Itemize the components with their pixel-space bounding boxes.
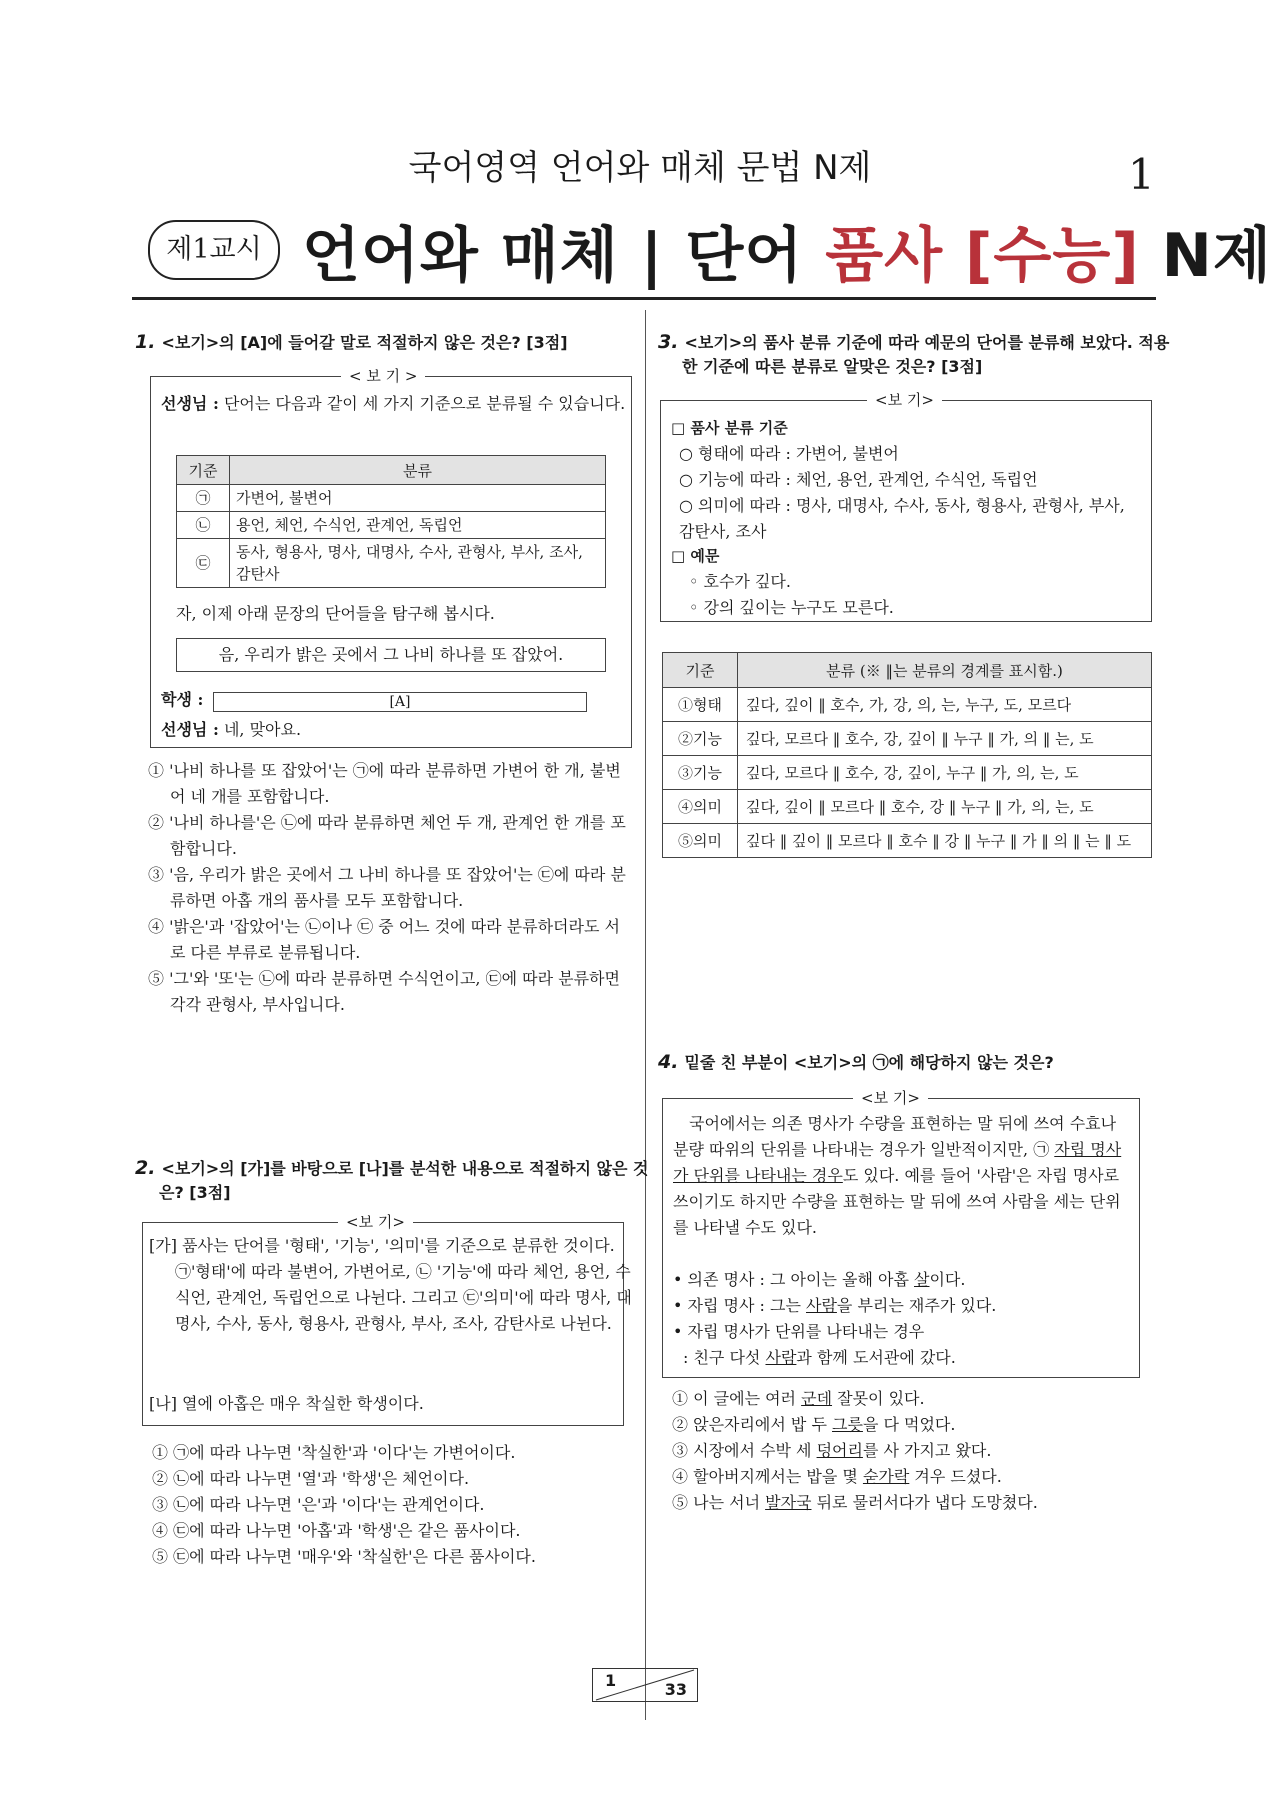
q4-option-5-num: ⑤	[672, 1493, 689, 1512]
page-number: 1	[1128, 150, 1155, 199]
q4-option-1-num: ①	[672, 1389, 689, 1408]
q1-answer-blank: [A]	[213, 692, 587, 712]
table-row[interactable]	[663, 790, 1152, 824]
q4-bullet-2-u: 사람	[806, 1296, 837, 1315]
q4-example-box	[662, 1089, 1140, 1378]
q3-example-1: ◦ 호수가 깊다.	[689, 572, 791, 591]
q4-option-3[interactable]	[672, 1438, 1152, 1464]
q1-teacher-text: 단어는 다음과 같이 세 가지 기준으로 분류될 수 있습니다.	[218, 394, 626, 413]
q2-na: [나] 열에 아홉은 매우 착실한 학생이다.	[149, 1394, 424, 1413]
q4-passage-underlined: 자립 명사가 단위를 나타내는 경우	[673, 1140, 1122, 1185]
q4-option-5-post: 뒤로 물러서다가 냅다 도망쳤다.	[811, 1493, 1038, 1512]
q1-options	[148, 758, 634, 1018]
q1-row3-key: ㉢	[177, 539, 230, 588]
q1-teacher-label: 선생님 :	[161, 394, 219, 413]
q1-example-box	[150, 367, 632, 748]
q4-option-5-u: 발자국	[765, 1493, 812, 1512]
q3-prompt-text: <보기>의 품사 분류 기준에 따라 예문의 단어를 분류해 보았다. 적용한 기준에 따른 분류로 알맞은 것은? [3점]	[682, 333, 1170, 376]
page-total: 33	[664, 1680, 687, 1699]
q1-option-5[interactable]	[148, 966, 634, 1018]
q1-option-4-text: '밝은'과 '잡았어'는 ㉡이나 ㉢ 중 어느 것에 따라 분류하더라도 서로 다른 부류로 분류됩니다.	[169, 917, 620, 962]
q4-option-4[interactable]	[672, 1464, 1152, 1490]
q1-option-3-text: '음, 우리가 밝은 곳에서 그 나비 하나를 또 잡았어'는 ㉢에 따라 분류하면 아홉 개의 품사를 모두 포함합니다.	[169, 865, 626, 910]
q2-option-2-num: ②	[152, 1469, 169, 1488]
q4-bullet-3-u: 사람	[765, 1348, 797, 1367]
q4-option-1[interactable]	[672, 1386, 1152, 1412]
q4-number: 4.	[658, 1051, 679, 1073]
q3-box-title: <보 기>	[867, 390, 942, 410]
q2-option-5-text: ㉢에 따라 나누면 '매우'와 '착실한'은 다른 품사이다.	[173, 1547, 536, 1566]
q3-criterion-1: ○ 형태에 따라 : 가변어, 불변어	[679, 444, 899, 463]
q3-option-3-key: ③기능	[663, 756, 738, 790]
q2-ga: [가] 품사는 단어를 '형태', '기능', '의미'를 기준으로 분류한 것이다. ㉠'형태'에 따라 불변어, 가변어로, ㉡ '기능'에 따라 체언, 용언, 수식언, 관계언, 독립언으로 나뉜다. 그리고 ㉢'의미'에 따라 명사, 대명사, 수사, 동사, 형용사, 관형사, 부사, 조사, 감탄사로 나뉜다.	[149, 1236, 632, 1333]
q4-options	[672, 1386, 1152, 1516]
q4-option-4-u: 숟가락	[862, 1467, 910, 1486]
title-part2: N제	[1139, 221, 1272, 291]
q3-examples	[689, 569, 894, 621]
q3-option-5-value: 깊다 ‖ 깊이 ‖ 모르다 ‖ 호수 ‖ 강 ‖ 누구 ‖ 가 ‖ 의 ‖ 는 ‖ 도	[738, 824, 1152, 858]
q1-teacher2-text: 네, 맞아요.	[218, 720, 302, 739]
q1-row2-value: 용언, 체언, 수식언, 관계언, 독립언	[230, 512, 606, 539]
q4-bullet-3-pre: : 친구 다섯	[683, 1348, 766, 1367]
q3-example-box	[660, 391, 1152, 622]
q1-teacher2-label: 선생님 :	[161, 720, 219, 739]
q2-option-3[interactable]	[152, 1492, 632, 1518]
q1-option-2-num: ②	[148, 813, 165, 832]
q3-table	[662, 652, 1152, 858]
q3-option-3-value: 깊다, 모르다 ‖ 호수, 강, 깊이, 누구 ‖ 가, 의, 는, 도	[738, 756, 1152, 790]
q1-teacher2-line	[161, 717, 301, 743]
q2-option-3-text: ㉡에 따라 나누면 '은'과 '이다'는 관계언이다.	[173, 1495, 485, 1514]
q3-option-1-value: 깊다, 깊이 ‖ 호수, 가, 강, 의, 는, 누구, 도, 모르다	[738, 688, 1152, 722]
q2-option-1[interactable]	[152, 1440, 632, 1466]
q4-option-2-post: 을 다 먹었다.	[862, 1415, 956, 1434]
q1-option-2[interactable]	[148, 810, 634, 862]
q4-option-5[interactable]	[672, 1490, 1152, 1516]
session-badge: 제1교시	[148, 220, 280, 280]
q3-option-5-key: ⑤의미	[663, 824, 738, 858]
q2-prompt	[135, 1156, 659, 1205]
q2-option-5[interactable]	[152, 1544, 632, 1570]
q3-option-1-key: ①형태	[663, 688, 738, 722]
q4-bullet-2	[673, 1293, 1133, 1319]
q1-row2-key: ㉡	[177, 512, 230, 539]
q2-example-box	[142, 1213, 632, 1426]
q1-option-5-text: '그'와 '또'는 ㉡에 따라 분류하면 수식언이고, ㉢에 따라 분류하면 각각 관형사, 부사입니다.	[169, 969, 620, 1014]
q4-option-2-u: 그릇	[832, 1415, 863, 1434]
q2-number: 2.	[135, 1157, 156, 1179]
q1-option-1-num: ①	[148, 761, 165, 780]
q4-bullet-2-pre: • 자립 명사 : 그는	[673, 1296, 806, 1315]
table-row	[177, 512, 606, 539]
table-row[interactable]	[663, 722, 1152, 756]
q4-option-4-pre: 할아버지께서는 밥을 몇	[693, 1467, 863, 1486]
q1-sentence: 음, 우리가 밝은 곳에서 그 나비 하나를 또 잡았어.	[176, 638, 606, 672]
q4-box-title: <보 기>	[853, 1088, 928, 1108]
q4-bullet-1	[673, 1267, 1133, 1293]
q1-number: 1.	[135, 331, 156, 353]
q3-option-2-value: 깊다, 모르다 ‖ 호수, 강, 깊이 ‖ 누구 ‖ 가, 의 ‖ 는, 도	[738, 722, 1152, 756]
q4-option-1-post: 잘못이 있다.	[832, 1389, 925, 1408]
q1-box-title: < 보 기 >	[341, 366, 425, 386]
q1-student-label	[161, 687, 203, 713]
q4-bullet-1-u: 살	[914, 1270, 930, 1289]
q3-th-value: 분류 (※ ‖는 분류의 경계를 표시함.)	[738, 653, 1152, 688]
q2-option-1-text: ㉠에 따라 나누면 '착실한'과 '이다'는 가변어이다.	[173, 1443, 516, 1462]
q3-criterion-3: ○ 의미에 따라 : 명사, 대명사, 수사, 동사, 형용사, 관형사, 부사, 감탄사, 조사	[679, 496, 1125, 541]
q4-option-2[interactable]	[672, 1412, 1152, 1438]
q1-prompt	[135, 330, 635, 355]
q4-option-1-pre: 이 글에는 여러	[693, 1389, 802, 1408]
q4-option-5-pre: 나는 서너	[693, 1493, 766, 1512]
q2-option-2-text: ㉡에 따라 나누면 '열'과 '학생'은 체언이다.	[173, 1469, 470, 1488]
q1-option-1-text: '나비 하나를 또 잡았어'는 ㉠에 따라 분류하면 가변어 한 개, 불변어 네 개를 포함합니다.	[169, 761, 621, 806]
q4-passage-mark: ㉠	[1033, 1140, 1055, 1159]
page-subtitle: 국어영역 언어와 매체 문법 N제	[408, 148, 872, 188]
q2-box-title: <보 기>	[338, 1212, 413, 1232]
table-row[interactable]	[663, 756, 1152, 790]
page-current: 1	[605, 1671, 617, 1690]
q4-prompt-text: 밑줄 친 부분이 <보기>의 ㉠에 해당하지 않는 것은?	[684, 1053, 1054, 1072]
q1-option-1[interactable]	[148, 758, 634, 810]
q4-bullet-3-head: • 자립 명사가 단위를 나타내는 경우	[673, 1322, 925, 1341]
q1-option-4[interactable]	[148, 914, 634, 966]
q2-option-4[interactable]	[152, 1518, 632, 1544]
q3-example-heading: □ 예문	[671, 547, 720, 565]
q1-row1-value: 가변어, 불변어	[230, 485, 606, 512]
q1-student-label-text: 학생 :	[161, 690, 204, 709]
page-counter	[592, 1668, 698, 1702]
q3-option-2-key: ②기능	[663, 722, 738, 756]
header-rule	[132, 297, 1156, 300]
q3-option-4-value: 깊다, 깊이 ‖ 모르다 ‖ 호수, 강 ‖ 누구 ‖ 가, 의, 는, 도	[738, 790, 1152, 824]
q1-option-2-text: '나비 하나를'은 ㉡에 따라 분류하면 체언 두 개, 관계언 한 개를 포함합니다.	[169, 813, 626, 858]
q2-option-2[interactable]	[152, 1466, 632, 1492]
q3-option-4-key: ④의미	[663, 790, 738, 824]
q1-table	[176, 455, 606, 588]
q1-prompt-text: <보기>의 [A]에 들어갈 말로 적절하지 않은 것은? [3점]	[161, 333, 568, 352]
q2-options	[152, 1440, 632, 1570]
table-row[interactable]	[663, 824, 1152, 858]
title-part1: 언어와 매체 | 단어	[302, 221, 826, 291]
q3-criterion-2: ○ 기능에 따라 : 체언, 용언, 관계언, 수식언, 독립언	[679, 470, 1038, 489]
q4-bullet-1-pre: • 의존 명사 : 그 아이는 올해 아홉	[673, 1270, 914, 1289]
q4-option-3-pre: 시장에서 수박 세	[693, 1441, 817, 1460]
q2-option-4-text: ㉢에 따라 나누면 '아홉'과 '학생'은 같은 품사이다.	[173, 1521, 521, 1540]
q4-option-3-num: ③	[672, 1441, 689, 1460]
q4-option-3-post: 를 사 가지고 왔다.	[862, 1441, 992, 1460]
q3-prompt	[658, 330, 1182, 379]
q3-th-key: 기준	[663, 653, 738, 688]
q4-bullet-3-body	[673, 1345, 1133, 1371]
q4-option-1-u: 군데	[801, 1389, 833, 1408]
q2-prompt-text: <보기>의 [가]를 바탕으로 [나]를 분석한 내용으로 적절하지 않은 것은? [3점]	[159, 1159, 649, 1202]
q4-bullets	[673, 1267, 1133, 1371]
q4-option-2-pre: 앉은자리에서 밥 두	[693, 1415, 833, 1434]
table-row[interactable]	[663, 688, 1152, 722]
q1-instruction: 자, 이제 아래 문장의 단어들을 탐구해 봅시다.	[176, 604, 495, 623]
q4-passage-a: 국어에서는 의존 명사가 수량을 표현하는 말 뒤에 쓰여 수효나 분량 따위의 단위를 나타내는 경우가 일반적이지만,	[673, 1114, 1117, 1159]
q1-th-key: 기준	[177, 456, 230, 485]
page-title	[302, 208, 1272, 294]
q4-option-3-u: 덩어리	[816, 1441, 863, 1460]
q4-option-4-post: 겨우 드셨다.	[909, 1467, 1002, 1486]
q3-criteria-list	[679, 441, 1145, 545]
q4-bullet-3-post: 과 함께 도서관에 갔다.	[796, 1348, 956, 1367]
q4-option-4-num: ④	[672, 1467, 689, 1486]
q1-row3-value: 동사, 형용사, 명사, 대명사, 수사, 관형사, 부사, 조사, 감탄사	[230, 539, 606, 588]
q1-th-value: 분류	[230, 456, 606, 485]
q2-option-3-num: ③	[152, 1495, 169, 1514]
column-divider	[645, 310, 646, 1720]
q2-option-1-num: ①	[152, 1443, 169, 1462]
q1-option-3-num: ③	[148, 865, 165, 884]
q4-option-2-num: ②	[672, 1415, 689, 1434]
q4-bullet-1-post: 이다.	[929, 1270, 966, 1289]
q3-number: 3.	[658, 331, 679, 353]
q1-row1-key: ㉠	[177, 485, 230, 512]
q4-prompt	[658, 1050, 1158, 1075]
table-row	[177, 485, 606, 512]
table-row	[177, 539, 606, 588]
title-accent: 품사 [수능]	[825, 221, 1140, 291]
q3-example-2: ◦ 강의 깊이는 누구도 모른다.	[689, 598, 894, 617]
q3-criteria-heading: □ 품사 분류 기준	[671, 419, 788, 437]
q4-passage	[673, 1111, 1129, 1241]
q1-option-4-num: ④	[148, 917, 165, 936]
q2-option-5-num: ⑤	[152, 1547, 169, 1566]
q1-option-3[interactable]	[148, 862, 634, 914]
q1-teacher-line	[161, 391, 647, 417]
q2-option-4-num: ④	[152, 1521, 169, 1540]
q1-option-5-num: ⑤	[148, 969, 165, 988]
q4-passage-b: 도 있다. 예를 들어 '사람'은 자립 명사로 쓰이기도 하지만 수량을 표현하는 말 뒤에 쓰여 사람을 세는 단위를 나타낼 수도 있다.	[673, 1166, 1121, 1237]
q4-bullet-2-post: 을 부리는 재주가 있다.	[836, 1296, 997, 1315]
